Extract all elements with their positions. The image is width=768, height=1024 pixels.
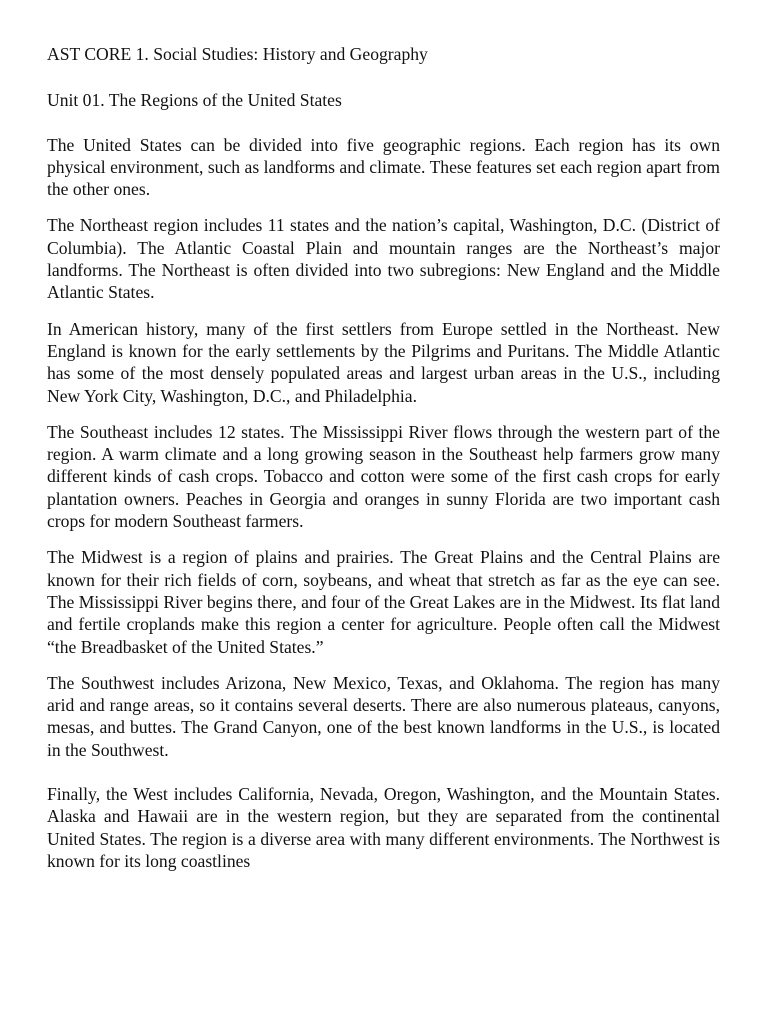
paragraph-northeast-history: In American history, many of the first settlers from Europe settled in the Northeast. New England is known for the early settlements by the Pilgrims and Puritans. The Middle Atlantic has some of the most densely populated areas and largest urban areas in the U.S., including New York City, Washington, D.C., and Philadelphia.: [47, 318, 720, 406]
course-title: AST CORE 1. Social Studies: History and Geography: [47, 44, 428, 64]
document-page: [47, 43, 720, 872]
paragraph-southeast: The Southeast includes 12 states. The Mississippi River flows through the western part of the region. A warm climate and a long growing season in the Southeast help farmers grow many different kinds of cash crops. Tobacco and cotton were some of the first cash crops for early plantation owners. Peaches in Georgia and oranges in sunny Florida are two important cash crops for modern Southeast farmers.: [47, 421, 720, 532]
paragraph-midwest: The Midwest is a region of plains and prairies. The Great Plains and the Central Plains are known for their rich fields of corn, soybeans, and wheat that stretch as far as the eye can see. The Mississippi River begins there, and four of the Great Lakes are in the Midwest. Its flat land and fertile croplands make this region a center for agriculture. People often call the Midwest “the Breadbasket of the United States.”: [47, 547, 720, 657]
paragraph-west: Finally, the West includes California, Nevada, Oregon, Washington, and the Mountain States. Alaska and Hawaii are in the western region, but they are separated from the continental United States. The region is a diverse area with many different environments. The Northwest is known for its long coastlines: [47, 784, 720, 871]
paragraph-northeast: The Northeast region includes 11 states and the nation’s capital, Washington, D.C. (District of Columbia). The Atlantic Coastal Plain and mountain ranges are the Northeast’s major landforms. The Northeast is often divided into two subregions: New England and the Middle Atlantic States.: [47, 215, 720, 303]
paragraph-southwest: The Southwest includes Arizona, New Mexico, Texas, and Oklahoma. The region has many arid and range areas, so it contains several deserts. There are also numerous plateaus, canyons, mesas, and buttes. The Grand Canyon, one of the best known landforms in the U.S., is located in the Southwest.: [47, 672, 720, 760]
paragraph-intro: The United States can be divided into five geographic regions. Each region has its own physical environment, such as landforms and climate. These features set each region apart from the other ones.: [47, 134, 720, 200]
unit-title: Unit 01. The Regions of the United States: [47, 90, 342, 111]
